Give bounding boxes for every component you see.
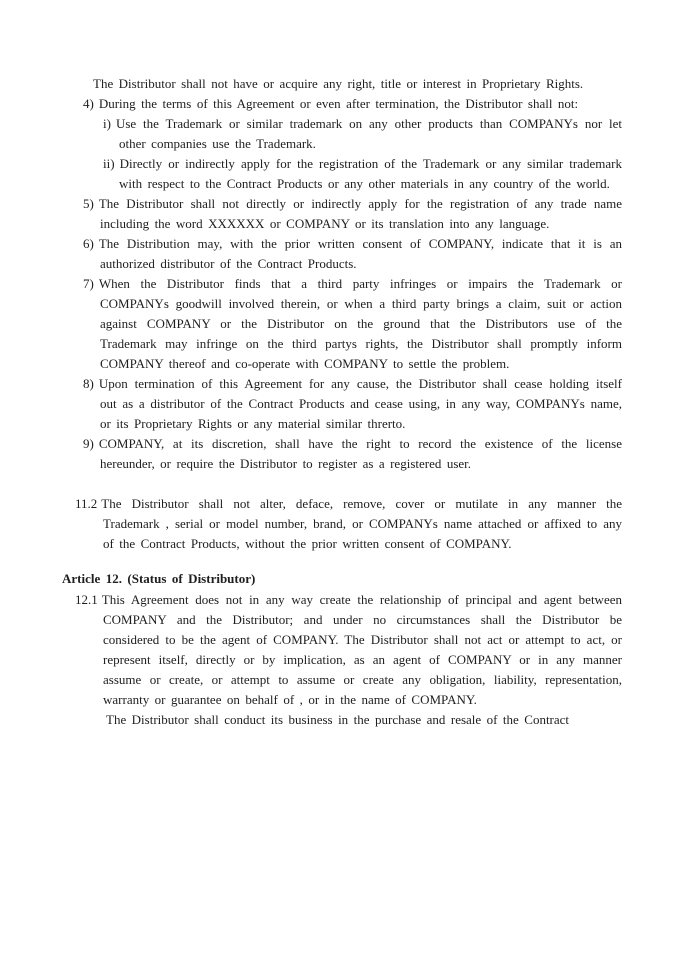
clause-12-1	[75, 590, 622, 710]
list-item-marker: 9)	[83, 436, 94, 451]
list-item-marker: i)	[103, 116, 111, 131]
list-item-9	[83, 434, 622, 474]
clause-number: 11.2	[75, 496, 98, 511]
list-item-marker: ii)	[103, 156, 115, 171]
list-item-marker: 8)	[83, 376, 94, 391]
list-item-text: During the terms of this Agreement or even after termination, the Distributor shall not:	[98, 96, 579, 111]
clause-11-2	[75, 494, 622, 554]
list-item-text: The Distribution may, with the prior written consent of COMPANY, indicate that it is an authorized distributor of the Contract Products.	[98, 236, 622, 271]
list-item-marker: 5)	[83, 196, 94, 211]
list-item-marker: 7)	[83, 276, 94, 291]
list-item-marker: 4)	[83, 96, 94, 111]
list-item-7	[83, 274, 622, 374]
trademark-clause-list	[58, 94, 622, 474]
list-item-text: COMPANY, at its discretion, shall have the right to record the existence of the license hereunder, or require the Distributor to register as a registered user.	[98, 436, 622, 471]
list-item-6	[83, 234, 622, 274]
list-item-text: The Distributor shall not directly or indirectly apply for the registration of any trade name including the word XXXXXX or COMPANY or its translation into any language.	[98, 196, 622, 231]
article-12-heading: Article 12. (Status of Distributor)	[62, 571, 256, 586]
list-subitem-i	[103, 114, 622, 154]
clause-12-1-continuation: The Distributor shall conduct its business in the purchase and resale of the Contract	[106, 712, 570, 727]
list-item-text: Upon termination of this Agreement for any cause, the Distributor shall cease holding itself out as a distributor of the Contract Products and cease using, in any way, COMPANYs name, or its Proprietary Rights or any material similar threrto.	[98, 376, 622, 431]
list-item-text: Use the Trademark or similar trademark on any other products than COMPANYs nor let other companies use the Trademark.	[115, 116, 622, 151]
list-item-marker: 6)	[83, 236, 94, 251]
list-item-4	[83, 94, 622, 114]
list-item-text: When the Distributor finds that a third party infringes or impairs the Trademark or COMPANYs goodwill involved therein, or when a third party brings a claim, suit or action against COMPANY or the Distributor on the ground that the Distributors use of the Trademark may infringe on the third partys rights, the Distributor shall promptly inform COMPANY thereof and co-operate with COMPANY to settle the problem.	[98, 276, 622, 371]
clause-text: The Distributor shall not alter, deface, remove, cover or mutilate in any manner the Trademark , serial or model number, brand, or COMPANYs name attached or affixed to any of the Contract Products, without the prior written consent of COMPANY.	[101, 496, 622, 551]
list-item-5	[83, 194, 622, 234]
list-item-text: Directly or indirectly apply for the registration of the Trademark or any similar trademark with respect to the Contract Products or any other materials in any country of the world.	[119, 156, 622, 191]
clause-continuation-paragraph: The Distributor shall not have or acquire any right, title or interest in Proprietary Rights.	[93, 76, 584, 91]
clause-text: This Agreement does not in any way create the relationship of principal and agent between COMPANY and the Distributor; and under no circumstances shall the Distributor be considered to be the agent of COMPANY. The Distributor shall not act or attempt to act, or represent itself, directly or by implication, as an agent of COMPANY or in any manner assume or create, or attempt to assume or create any obligation, liability, representation, warranty or guarantee on behalf of , or in the name of COMPANY.	[101, 592, 622, 707]
list-item-8	[83, 374, 622, 434]
clause-number: 12.1	[75, 592, 98, 607]
list-subitem-ii	[103, 154, 622, 194]
